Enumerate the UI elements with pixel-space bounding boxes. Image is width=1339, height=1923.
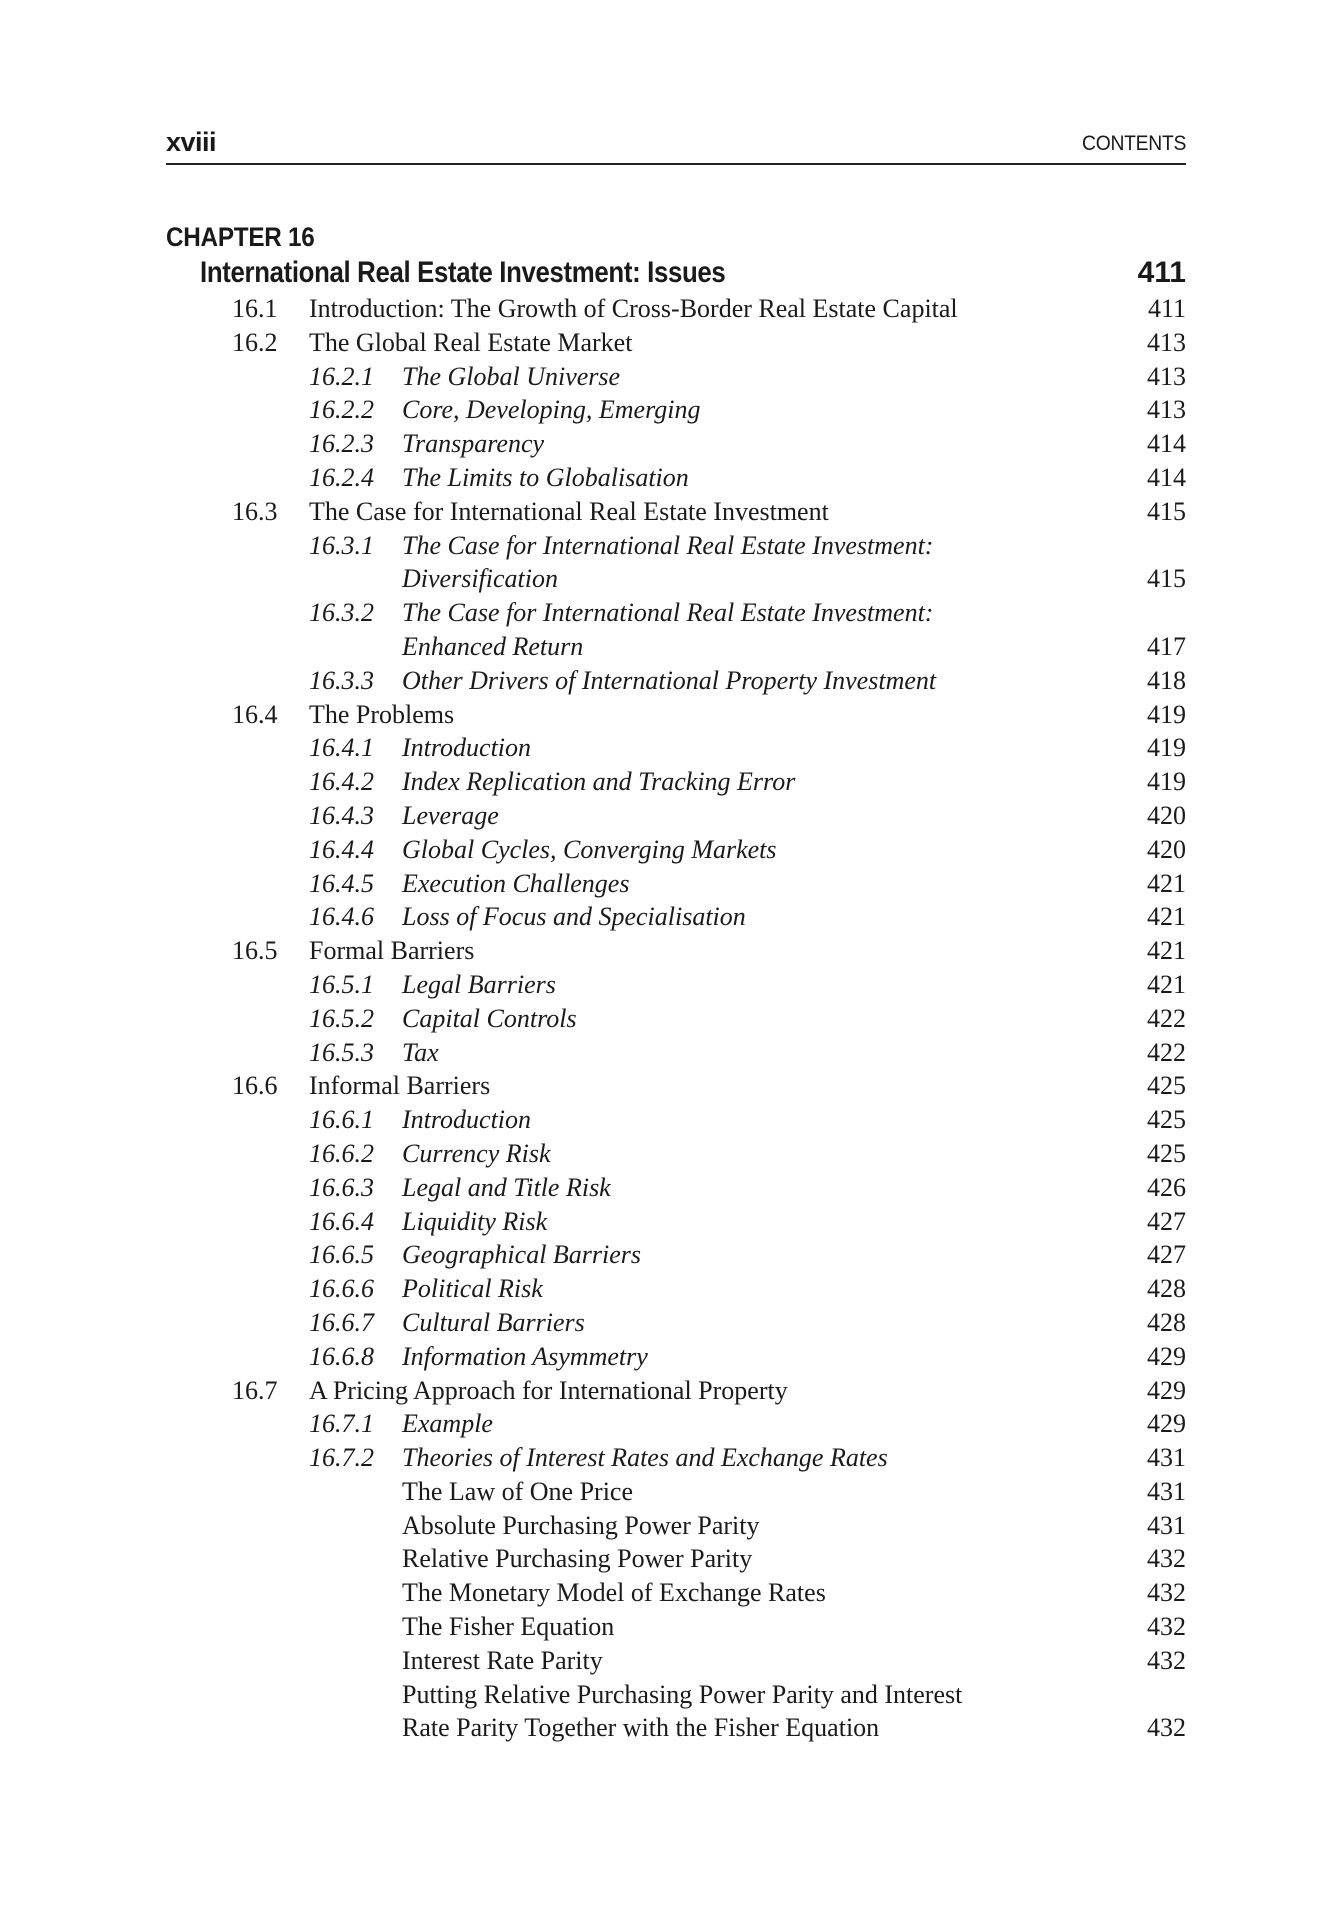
- toc-entry-page: 414: [1147, 462, 1186, 492]
- toc-entry-page: 418: [1147, 665, 1186, 695]
- toc-entry-page: 432: [1147, 1713, 1186, 1743]
- toc-entry[interactable]: [0, 1509, 1339, 1543]
- toc-entry[interactable]: [0, 968, 1339, 1002]
- toc-entry-title: The Case for International Real Estate Investment:: [402, 598, 934, 628]
- toc-entry-title: The Global Real Estate Market: [309, 327, 633, 357]
- toc-entry-page: 419: [1147, 767, 1186, 797]
- toc-entry-number: 16.4.6: [309, 902, 374, 932]
- toc-entry-page: 431: [1147, 1476, 1186, 1506]
- toc-entry[interactable]: [0, 900, 1339, 934]
- toc-entry-page: 429: [1147, 1409, 1186, 1439]
- toc-entry-page: 421: [1147, 969, 1186, 999]
- toc-entry-page: 420: [1147, 834, 1186, 864]
- toc-entry-number: 16.7.2: [309, 1443, 374, 1473]
- toc-entry[interactable]: [0, 1036, 1339, 1070]
- page-number: xviii: [166, 127, 217, 157]
- chapter-label: CHAPTER 16: [166, 222, 315, 252]
- toc-entry[interactable]: [0, 360, 1339, 394]
- running-head: CONTENTS: [1081, 132, 1186, 155]
- toc-entry-number: 16.2.1: [309, 361, 374, 391]
- toc-entry[interactable]: [0, 1002, 1339, 1036]
- toc-entry[interactable]: [0, 1610, 1339, 1644]
- toc-entry[interactable]: [0, 698, 1339, 732]
- toc-entry[interactable]: [0, 326, 1339, 360]
- toc-entry-page: 427: [1147, 1206, 1186, 1236]
- toc-entry-number: 16.5.2: [309, 1003, 374, 1033]
- toc-entry-number: 16.4.1: [309, 733, 374, 763]
- toc-entry[interactable]: [0, 393, 1339, 427]
- toc-entry-title: The Case for International Real Estate Investment:: [402, 530, 934, 560]
- toc-entry-number: 16.4.4: [309, 834, 374, 864]
- toc-entry-number: 16.5: [232, 936, 278, 966]
- toc-entry[interactable]: [0, 1069, 1339, 1103]
- toc-entry[interactable]: [0, 1103, 1339, 1137]
- toc-entry-page: 428: [1147, 1274, 1186, 1304]
- toc-entry-page: 432: [1147, 1544, 1186, 1574]
- toc-entry-title: Leverage: [402, 800, 499, 830]
- toc-entry[interactable]: [0, 596, 1339, 664]
- toc-entry-number: 16.2.3: [309, 429, 374, 459]
- toc-entry-title: Introduction: The Growth of Cross-Border Real Estate Capital: [309, 294, 958, 323]
- toc-entry[interactable]: [0, 1441, 1339, 1475]
- toc-entry-title: Formal Barriers: [309, 936, 475, 966]
- toc-entry-title: Example: [402, 1409, 493, 1439]
- toc-entry-page: 413: [1147, 361, 1186, 391]
- toc-entry-title: Information Asymmetry: [402, 1341, 648, 1371]
- toc-entry-title: Absolute Purchasing Power Parity: [402, 1510, 760, 1540]
- page-header: [166, 127, 1186, 165]
- toc-entry-page: 431: [1147, 1510, 1186, 1540]
- toc-entry-page: 413: [1147, 327, 1186, 357]
- toc-entry-title: Legal and Title Risk: [402, 1172, 611, 1202]
- toc-entry-title: The Problems: [309, 699, 455, 729]
- toc-entry-page: 432: [1147, 1645, 1186, 1675]
- toc-entry-title: Liquidity Risk: [402, 1206, 548, 1236]
- toc-entry[interactable]: [0, 1407, 1339, 1441]
- toc-entry-title: Loss of Focus and Specialisation: [402, 902, 746, 932]
- toc-entry[interactable]: [0, 461, 1339, 495]
- toc-entry-page: 429: [1147, 1375, 1186, 1405]
- toc-entry-number: 16.6.7: [309, 1307, 374, 1337]
- toc-entry-title: Introduction: [402, 733, 532, 763]
- toc-entry-number: 16.3: [232, 496, 278, 526]
- toc-entry-number: 16.6.2: [309, 1138, 374, 1168]
- chapter-page-number: 411: [1137, 256, 1186, 289]
- toc-entry-page: 415: [1147, 564, 1186, 594]
- toc-entry-page: 432: [1147, 1612, 1186, 1642]
- toc-entry-number: 16.2.4: [309, 462, 374, 492]
- toc-entry[interactable]: [0, 1374, 1339, 1408]
- toc-entry-page: 431: [1147, 1443, 1186, 1473]
- toc-entry-title: Execution Challenges: [402, 868, 630, 898]
- toc-entry-title: Political Risk: [402, 1274, 543, 1304]
- toc-entry-number: 16.3.3: [309, 665, 374, 695]
- toc-entry[interactable]: [0, 1576, 1339, 1610]
- toc-entry-title: Cultural Barriers: [402, 1307, 585, 1337]
- toc-entry-title: The Case for International Real Estate Investment: [309, 496, 829, 526]
- toc-entry-page: 421: [1147, 902, 1186, 932]
- toc-entry-page: 425: [1147, 1105, 1186, 1135]
- toc-entry-page: 421: [1147, 936, 1186, 966]
- toc-entry-number: 16.6.4: [309, 1206, 374, 1236]
- toc-entry-page: 427: [1147, 1240, 1186, 1270]
- toc-entry-title: Core, Developing, Emerging: [402, 395, 701, 425]
- toc-entry-page: 425: [1147, 1138, 1186, 1168]
- toc-entry[interactable]: [0, 731, 1339, 765]
- toc-entry-number: 16.3.1: [309, 530, 374, 560]
- toc-list: [0, 292, 1339, 1745]
- chapter-title: International Real Estate Investment: Issues: [200, 256, 726, 289]
- toc-entry[interactable]: [0, 292, 1339, 326]
- toc-entry-page: 425: [1147, 1071, 1186, 1101]
- toc-entry-title: Legal Barriers: [402, 969, 556, 999]
- toc-entry-number: 16.2: [232, 327, 278, 357]
- toc-entry[interactable]: [0, 1475, 1339, 1509]
- toc-entry-number: 16.6.8: [309, 1341, 374, 1371]
- toc-entry-number: 16.6.3: [309, 1172, 374, 1202]
- toc-entry-title: Currency Risk: [402, 1138, 551, 1168]
- toc-entry[interactable]: [0, 664, 1339, 698]
- toc-entry-number: 16.3.2: [309, 598, 374, 628]
- toc-entry-number: 16.6.1: [309, 1105, 374, 1135]
- toc-entry[interactable]: [0, 1542, 1339, 1576]
- toc-entry-title: Other Drivers of International Property Investment: [402, 665, 937, 695]
- toc-entry-title: Putting Relative Purchasing Power Parity and Interest: [402, 1679, 963, 1709]
- toc-entry-title: Rate Parity Together with the Fisher Equation: [402, 1713, 880, 1743]
- toc-entry[interactable]: [0, 1171, 1339, 1205]
- toc-entry[interactable]: [0, 934, 1339, 968]
- toc-entry-number: 16.7.1: [309, 1409, 374, 1439]
- toc-entry[interactable]: [0, 1340, 1339, 1374]
- toc-entry[interactable]: [0, 833, 1339, 867]
- toc-entry-title: The Limits to Globalisation: [402, 462, 689, 492]
- toc-entry[interactable]: [0, 495, 1339, 529]
- toc-entry[interactable]: [0, 867, 1339, 901]
- toc-entry-title: Global Cycles, Converging Markets: [402, 834, 777, 864]
- toc-entry-page: 432: [1147, 1578, 1186, 1608]
- toc-entry[interactable]: [0, 799, 1339, 833]
- toc-entry-number: 16.5.1: [309, 969, 374, 999]
- toc-entry[interactable]: [0, 1205, 1339, 1239]
- toc-entry-page: 428: [1147, 1307, 1186, 1337]
- toc-entry-page: 426: [1147, 1172, 1186, 1202]
- toc-entry-title: Diversification: [402, 564, 558, 594]
- chapter-heading[interactable]: [200, 256, 1186, 292]
- toc-entry-title: Enhanced Return: [402, 631, 584, 661]
- toc-entry[interactable]: [0, 1137, 1339, 1171]
- toc-entry[interactable]: [0, 1272, 1339, 1306]
- toc-entry-number: 16.5.3: [309, 1037, 374, 1067]
- toc-entry-page: 420: [1147, 800, 1186, 830]
- toc-entry-page: 415: [1147, 496, 1186, 526]
- toc-entry-title: The Global Universe: [402, 361, 621, 391]
- toc-entry-title: Relative Purchasing Power Parity: [402, 1544, 753, 1574]
- toc-entry[interactable]: [0, 1678, 1339, 1746]
- toc-entry-number: 16.4.2: [309, 767, 374, 797]
- toc-entry[interactable]: [0, 529, 1339, 597]
- toc-entry-title: Introduction: [402, 1105, 532, 1135]
- toc-entry[interactable]: [0, 765, 1339, 799]
- toc-entry-page: 421: [1147, 868, 1186, 898]
- toc-entry-number: 16.6.6: [309, 1274, 374, 1304]
- toc-entry-title: Theories of Interest Rates and Exchange Rates: [402, 1443, 888, 1473]
- toc-entry-title: Capital Controls: [402, 1003, 577, 1033]
- toc-entry-title: Tax: [402, 1037, 439, 1067]
- toc-entry-title: The Fisher Equation: [402, 1612, 615, 1642]
- toc-entry-number: 16.6.5: [309, 1240, 374, 1270]
- toc-entry-title: The Monetary Model of Exchange Rates: [402, 1578, 826, 1608]
- toc-entry-page: 414: [1147, 429, 1186, 459]
- toc-entry-title: Transparency: [402, 429, 545, 459]
- toc-entry-page: 411: [1147, 294, 1186, 323]
- toc-entry-title: Informal Barriers: [309, 1071, 491, 1101]
- toc-entry-title: Index Replication and Tracking Error: [402, 767, 796, 797]
- toc-entry-page: 413: [1147, 395, 1186, 425]
- toc-entry[interactable]: [0, 1306, 1339, 1340]
- toc-entry-number: 16.4.5: [309, 868, 374, 898]
- toc-entry-number: 16.7: [232, 1375, 278, 1405]
- toc-entry-number: 16.6: [232, 1071, 278, 1101]
- toc-entry-number: 16.4.3: [309, 800, 374, 830]
- toc-entry-page: 419: [1147, 699, 1186, 729]
- toc-entry[interactable]: [0, 1644, 1339, 1678]
- toc-entry-title: A Pricing Approach for International Property: [309, 1375, 788, 1405]
- toc-entry-title: Interest Rate Parity: [402, 1645, 603, 1675]
- toc-entry-number: 16.1: [232, 294, 278, 323]
- toc-entry-page: 429: [1147, 1341, 1186, 1371]
- toc-entry-title: Geographical Barriers: [402, 1240, 642, 1270]
- toc-entry[interactable]: [0, 1238, 1339, 1272]
- toc-entry-page: 422: [1147, 1003, 1186, 1033]
- toc-entry-number: 16.2.2: [309, 395, 374, 425]
- toc-entry-number: 16.4: [232, 699, 278, 729]
- toc-entry-page: 417: [1147, 631, 1186, 661]
- toc-entry-page: 422: [1147, 1037, 1186, 1067]
- toc-entry-page: 419: [1147, 733, 1186, 763]
- toc-entry[interactable]: [0, 427, 1339, 461]
- toc-entry-title: The Law of One Price: [402, 1476, 634, 1506]
